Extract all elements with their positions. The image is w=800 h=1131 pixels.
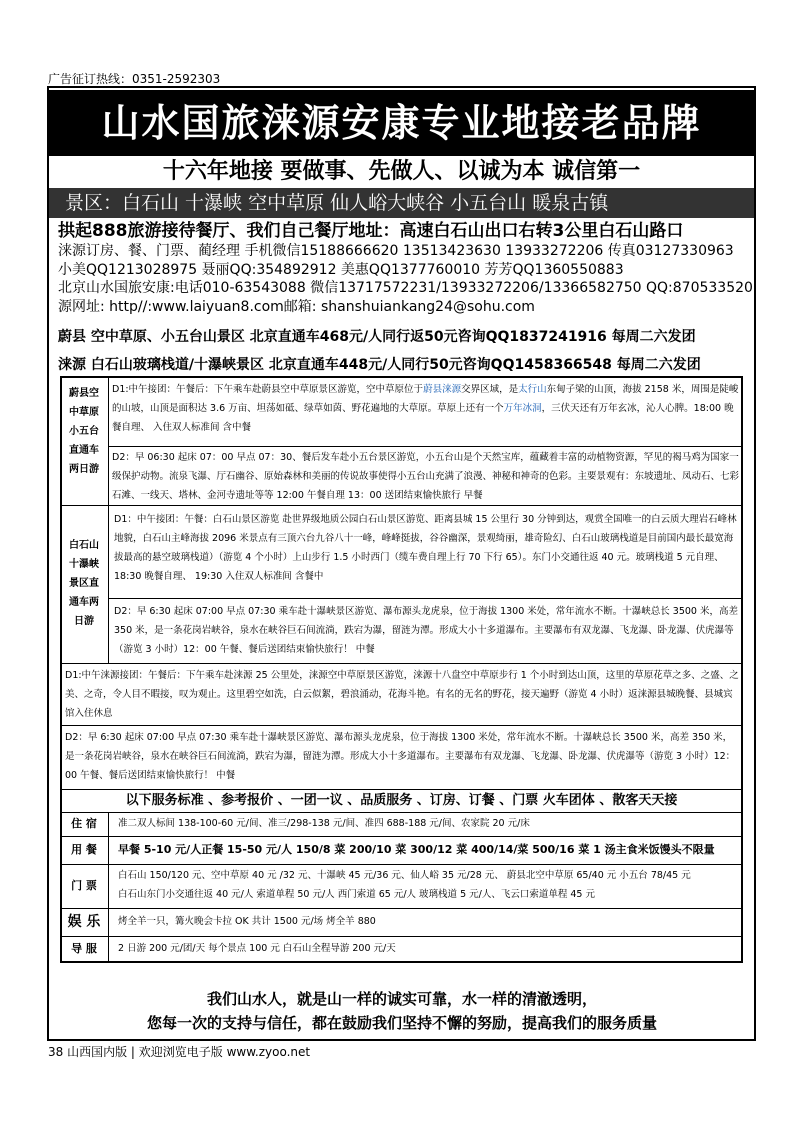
route2-day2: D2：早 6:30 起床 07:00 早点 07:30 乘车赴十瀑峡景区游览、瀑布源头龙虎泉，位于海拔 1300 米处，常年流水不断。十瀑峡总长 3500 米，高差 350 米，是一条花岗岩峡谷，泉水在峡谷巨石间流淌，跌宕为瀑，留涟为潭。形成大小十多道瀑布。主要瀑布有双龙瀑、飞龙瀑、卧龙瀑、伏虎瀑等（游览 3 小时）12：00 午餐、餐后送团结束愉快旅行！ 中餐 xyxy=(114,606,739,655)
closing-line-1: 我们山水人，就是山一样的诚实可靠，水一样的清澈透明， xyxy=(206,990,597,1008)
contact-block xyxy=(58,220,758,316)
route3-day1: D1:中午涞源接团：午餐后：下午乘车赴涞源 25 公里处，涞源空中草原景区游览，涞源十八盘空中草原步行 1 个小时到达山顶，这里的草原花草之多、之盛、之美、之奇，令人目不暇接，叹为观止。这里碧空如洗，白云似絮，碧浪涌动，花海斗艳。有名的无名的野花，接天遍野（游览 4 小时）返涞源县城晚餐、县城宾馆入住休息 xyxy=(65,670,739,719)
meal-label: 用 餐 xyxy=(71,843,97,856)
stay-label: 住 宿 xyxy=(71,817,97,830)
headline-banner: 山水国旅涞源安康专业地接老品牌 xyxy=(49,90,754,156)
qq-contacts: 小美QQ1213028975 聂丽QQ:354892912 美惠QQ1377760010 芳芳QQ1360550883 xyxy=(58,261,624,278)
booking-contact: 涞源订房、餐、门票、蔺经理 手机微信15188666620 13513423630 13933272206 传真03127330963 xyxy=(58,243,734,259)
ticket-label: 门 票 xyxy=(71,879,97,892)
route2-label: 白石山 十瀑峡 景区直 通车两 日游 xyxy=(69,540,99,627)
scenic-spots-bar: 景区：白石山 十瀑峡 空中草原 仙人峪大峡谷 小五台山 暖泉古镇 xyxy=(49,188,754,218)
entertainment-prices: 烤全羊一只，篝火晚会卡拉 OK 共计 1500 元/场 烤全羊 880 xyxy=(118,916,376,927)
entertainment-label: 娱 乐 xyxy=(67,914,101,930)
page-footer: 38 山西国内版 | 欢迎浏览电子版 www.zyoo.net xyxy=(48,1045,311,1059)
beijing-contact: 北京山水国旅安康:电话010-63543088 微信13717572231/13933272206/13366582750 QQ:870533520 xyxy=(58,280,753,297)
meal-prices: 早餐 5-10 元/人正餐 15-50 元/人 150/8 菜 200/10 菜 300/12 菜 400/14/菜 500/16 菜 1 汤主食米饭馒头不限量 xyxy=(118,843,715,856)
ad-hotline: 广告征订热线：0351-2592303 xyxy=(48,72,221,86)
route-weixian: 蔚县 空中草原、小五台山景区 北京直通车468元/人同行返50元咨询QQ1837241916 每周二六发团 xyxy=(58,329,696,345)
stay-prices: 准二双人标间 138-100-60 元/间、准三/298-138 元/间、准四 688-188 元/间、农家院 20 元/床 xyxy=(118,818,530,829)
route-laiyuan: 涞源 白石山玻璃栈道/十瀑峡景区 北京直通车448元/人同行50元咨询QQ1458366548 每周二六发团 xyxy=(58,357,701,373)
slogan: 十六年地接 要做事、先做人、以诚为本 诚信第一 xyxy=(162,159,641,184)
route2-day1: D1：中午接团：午餐：白石山景区游览 赴世界级地质公园白石山景区游览、距离县城 15 公里行 30 分钟到达，观赏全国唯一的白云质大理岩石峰林地貌，白石山主峰海拔 2096 米景点有三顶六台九谷八十一峰，峰峰挺拔，谷谷幽深，景观绮丽，雄奇险幻、白石山玻璃栈道是目前国内最长最宽海拔最高的悬空玻璃栈道）（游览 4 个小时）上山步行 1.5 小时西门（缆车费自理上行 70 下行 65）。东门小交通往返 40 元。玻璃栈道 5 元自理、18:30 晚餐自理、 19:30 入住双人标准间 含餐中 xyxy=(114,514,737,582)
website-email: 源网址: http//:www.laiyuan8.com邮箱: shanshuiankang24@sohu.com xyxy=(58,298,535,315)
route1-label: 蔚县空 中草原 小五台 直通车 两日游 xyxy=(69,388,99,475)
guide-label: 导 服 xyxy=(71,942,97,955)
guide-prices: 2 日游 200 元/团/天 每个景点 100 元 白石山全程导游 200 元/天 xyxy=(118,943,396,954)
route1-day1: D1:中午接团：午餐后：下午乘车赴蔚县空中草原景区游览，空中草原位于蔚县涞源交界区域，是太行山东甸子梁的山顶，海拔 2158 米，周围是陡峻的山坡，山顶是面积达 3.6 万亩、坦荡如砥、绿草如茵、野花遍地的大草原。草原上还有一个万年冰洞，三伏天还有万年玄冰，沁人心脾。18:00 晚餐自理、 入住双人标准间 含中餐 xyxy=(112,384,739,433)
itinerary-table xyxy=(60,376,743,963)
closing-line-2: 您每一次的支持与信任，都在鼓励我们坚持不懈的努励，提高我们的服务质量 xyxy=(146,1014,657,1032)
restaurant-address: 拱起888旅游接待餐厅、我们自己餐厅地址：高速白石山出口右转3公里白石山路口 xyxy=(58,221,684,241)
ticket-prices: 白石山 150/120 元、空中草原 40 元 /32 元、十瀑峡 45 元/36 元、仙人峪 35 元/28 元、 蔚县北空中草原 65/40 元 小五台 78/45 元 白石山东门小交通往返 40 元/人 索道单程 50 元/人 西门索道 65 元/人 玻璃栈道 5 元/人、飞云口索道单程 45 元 xyxy=(118,870,691,900)
route3-day2: D2：早 6:30 起床 07:00 早点 07:30 乘车赴十瀑峡景区游览、瀑布源头龙虎泉，位于海拔 1300 米处，常年流水不断。十瀑峡总长 3500 米，高差 350 米，是一条花岗岩峡谷，泉水在峡谷巨石间流淌，跌宕为瀑，留涟为潭。形成大小十多道瀑布。主要瀑布有双龙瀑、飞龙瀑、卧龙瀑、伏虎瀑等（游览 3 小时）12：00 午餐、餐后送团结束愉快旅行！ 中餐 xyxy=(65,732,736,781)
route1-day2: D2：早 06:30 起床 07：00 早点 07：30、餐后发车赴小五台景区游览，小五台山是个天然宝库，蕴藏着丰富的动植物资源，罕见的褐马鸡为国家一级保护动物。流泉飞瀑、厅石幽谷、原始森林和美丽的传说故事使得小五台山充满了浪漫、神秘和神奇的色彩。主要景观有：东坡遗址、凤动石、七彩石滩、一线天、塔林、金河寺遗址等等 12:00 午餐自理 13：00 送团结束愉快旅行 早餐 xyxy=(112,452,740,501)
service-standards-heading: 以下服务标准 、参考报价 、一团一议 、品质服务 、订房、订餐 、门票 火车团体 、散客天天接 xyxy=(125,793,678,808)
